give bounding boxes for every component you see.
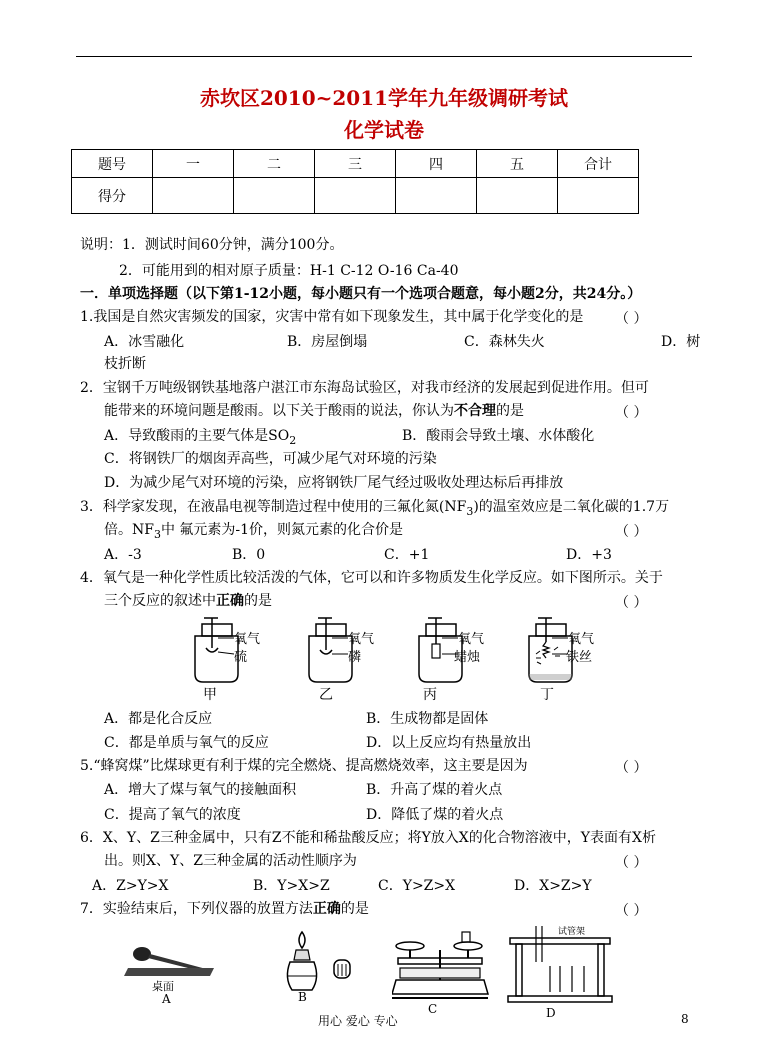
q7-d-label: D — [546, 1006, 556, 1020]
q2-stem-line2 — [104, 402, 524, 420]
q1-option-c: C．森林失火 — [464, 334, 545, 350]
q4-ding-gas: 氧气 — [568, 632, 595, 647]
gas-bottle-phosphorus-icon — [304, 614, 384, 684]
q4-bing-gas: 氧气 — [458, 632, 485, 647]
q4-stem-line2 — [104, 592, 272, 610]
q4-option-c: C．都是单质与氧气的反应 — [104, 735, 269, 751]
q7-stem-post: 的是 — [340, 901, 369, 917]
q1-option-a: A．冰雪融化 — [104, 334, 185, 350]
q2-option-a-text: A．导致酸雨的主要气体是SO — [104, 428, 290, 444]
score-header-2: 二 — [234, 150, 315, 178]
score-cell-total — [558, 178, 639, 214]
q7-stem-bold: 正确 — [312, 901, 341, 917]
q5-option-b: B．升高了煤的着火点 — [366, 782, 503, 798]
q3-stem2-post: 中 氟元素为-1价，则氮元素的化合价是 — [160, 522, 404, 538]
q4-bing-label: 丙 — [423, 687, 437, 703]
q4-yi-label: 乙 — [319, 687, 333, 703]
q5-option-d: D．降低了煤的着火点 — [366, 807, 504, 823]
q4-stem2-pre: 三个反应的叙述中 — [104, 593, 216, 609]
q3-option-a: A．-3 — [104, 547, 142, 563]
q3-stem1-sub: 3 — [466, 504, 474, 518]
q4-answer-paren: （ ） — [615, 595, 648, 611]
q4-figure-ding — [524, 614, 604, 703]
q2-stem-post: 的是 — [496, 403, 524, 419]
q7-d-rack-text: 试管架 — [558, 927, 586, 937]
q4-jia-gas: 氧气 — [234, 632, 261, 647]
q2-option-a-sub: 2 — [289, 433, 297, 447]
q2-option-a — [104, 427, 296, 450]
q2-option-b: B．酸雨会导致土壤、水体酸化 — [402, 428, 595, 444]
q3-stem1-post: )的温室效应是二氧化碳的1.7万 — [473, 499, 670, 515]
q4-stem2-bold: 正确 — [216, 593, 244, 609]
score-header-5: 五 — [477, 150, 558, 178]
q7-b-label: B — [298, 990, 307, 1004]
q2-stem-pre: 能带来的环境问题是酸雨。以下关于酸雨的说法，你认为 — [104, 403, 454, 419]
q3-stem-line2 — [104, 521, 403, 544]
q4-ding-label: 丁 — [540, 687, 554, 703]
q6-stem-line2: 出。则X、Y、Z三种金属的活动性顺序为 — [104, 853, 357, 869]
q5-option-c: C．提高了氧气的浓度 — [104, 807, 241, 823]
q7-figure-b — [280, 926, 360, 1010]
q6-option-a: A．Z>Y>X — [92, 878, 169, 894]
q3-answer-paren: （ ） — [615, 524, 648, 540]
q4-jia-label: 甲 — [203, 687, 217, 703]
q4-figure-jia — [190, 614, 270, 703]
q7-figure-c — [392, 920, 492, 1016]
alcohol-lamp-icon — [280, 926, 360, 1006]
dropper-on-table-icon — [124, 940, 224, 1000]
q4-yi-gas: 氧气 — [348, 632, 375, 647]
score-header-1: 一 — [153, 150, 234, 178]
page-number: 8 — [681, 1012, 689, 1026]
exam-subtitle: 化学试卷 — [344, 118, 424, 142]
q6-option-d: D．X>Z>Y — [514, 878, 592, 894]
q1-option-d: D．树 — [661, 334, 701, 350]
score-row-label: 得分 — [72, 178, 153, 214]
q3-stem-line1 — [80, 498, 669, 521]
q1-stem: 1.我国是自然灾害频发的国家，灾害中常有如下现象发生，其中属于化学变化的是 — [80, 309, 584, 325]
q7-a-label: A — [162, 992, 171, 1006]
q7-a-table-text: 桌面 — [152, 980, 174, 993]
q1-option-d-cont: 枝折断 — [104, 356, 146, 372]
score-cell-2 — [234, 178, 315, 214]
page-footer: 用心 爱心 专心 — [318, 1014, 398, 1028]
q6-answer-paren: （ ） — [615, 855, 648, 871]
balance-scale-icon — [392, 920, 492, 1006]
q4-ding-substance: 铁丝 — [566, 650, 593, 665]
q4-option-b: B．生成物都是固体 — [366, 711, 489, 727]
q4-figure-bing — [414, 614, 494, 703]
score-header-3: 三 — [315, 150, 396, 178]
score-header-4: 四 — [396, 150, 477, 178]
q1-answer-paren: （ ） — [615, 311, 648, 327]
q3-stem2-pre: 倍。NF — [104, 522, 154, 538]
q6-option-b: B．Y>X>Z — [253, 878, 330, 894]
q3-option-d: D．+3 — [566, 547, 612, 563]
q2-option-d: D．为减少尾气对环境的污染，应将钢铁厂尾气经过吸收处理达标后再排放 — [104, 475, 564, 491]
gas-bottle-sulfur-icon — [190, 614, 270, 684]
q6-option-c: C．Y>Z>X — [378, 878, 456, 894]
q2-option-c: C．将钢铁厂的烟囱弄高些，可减少尾气对环境的污染 — [104, 451, 437, 467]
q6-stem-line1: 6．X、Y、Z三种金属中，只有Z不能和稀盐酸反应；将Y放入X的化合物溶液中，Y表面有X析 — [80, 830, 656, 846]
score-cell-5 — [477, 178, 558, 214]
q4-bing-substance: 蜡烛 — [454, 650, 481, 665]
q7-stem — [80, 900, 369, 918]
section1-heading: 一．单项选择题（以下第1-12小题，每小题只有一个选项合题意，每小题2分，共24分。） — [80, 286, 642, 302]
q4-stem-line1: 4．氧气是一种化学性质比较活泼的气体，它可以和许多物质发生化学反应。如下图所示。关于 — [80, 570, 663, 586]
q7-answer-paren: （ ） — [615, 903, 648, 919]
q4-yi-substance: 磷 — [348, 650, 362, 665]
q4-jia-substance: 硫 — [234, 650, 248, 665]
q3-stem2-sub: 3 — [153, 527, 161, 541]
q1-option-b: B．房屋倒塌 — [287, 334, 368, 350]
score-cell-4 — [396, 178, 477, 214]
q3-stem1-pre: 3．科学家发现，在液晶电视等制造过程中使用的三氟化氮(NF — [80, 499, 467, 515]
score-table — [71, 149, 639, 214]
q4-option-d: D．以上反应均有热量放出 — [366, 735, 532, 751]
score-header-label: 题号 — [72, 150, 153, 178]
q4-stem2-post: 的是 — [244, 593, 272, 609]
note-line-2: 2．可能用到的相对原子质量：H-1 C-12 O-16 Ca-40 — [119, 263, 459, 279]
q4-option-a: A．都是化合反应 — [104, 711, 213, 727]
q7-figure-d — [506, 922, 614, 1020]
q7-figure-a — [124, 940, 224, 1004]
note-line-1: 说明：1．测试时间60分钟，满分100分。 — [80, 237, 344, 253]
header-rule — [76, 56, 692, 57]
exam-title: 赤坎区2010~2011学年九年级调研考试 — [199, 86, 569, 110]
q5-answer-paren: （ ） — [615, 760, 648, 776]
q3-option-c: C．+1 — [384, 547, 430, 563]
q2-stem-line1: 2．宝钢千万吨级钢铁基地落户湛江市东海岛试验区，对我市经济的发展起到促进作用。但可 — [80, 380, 649, 396]
score-cell-1 — [153, 178, 234, 214]
q7-stem-pre: 7．实验结束后，下列仪器的放置方法 — [80, 901, 313, 917]
q3-option-b: B．0 — [232, 547, 266, 563]
q5-stem: 5.“蜂窝煤”比煤球更有利于煤的完全燃烧、提高燃烧效率，这主要是因为 — [80, 758, 528, 774]
q7-c-label: C — [428, 1002, 438, 1016]
q5-option-a: A．增大了煤与氧气的接触面积 — [104, 782, 297, 798]
score-header-total: 合计 — [558, 150, 639, 178]
q4-figure-yi — [304, 614, 384, 703]
q2-answer-paren: （ ） — [615, 405, 648, 421]
score-cell-3 — [315, 178, 396, 214]
q2-stem-bold: 不合理 — [454, 403, 496, 419]
